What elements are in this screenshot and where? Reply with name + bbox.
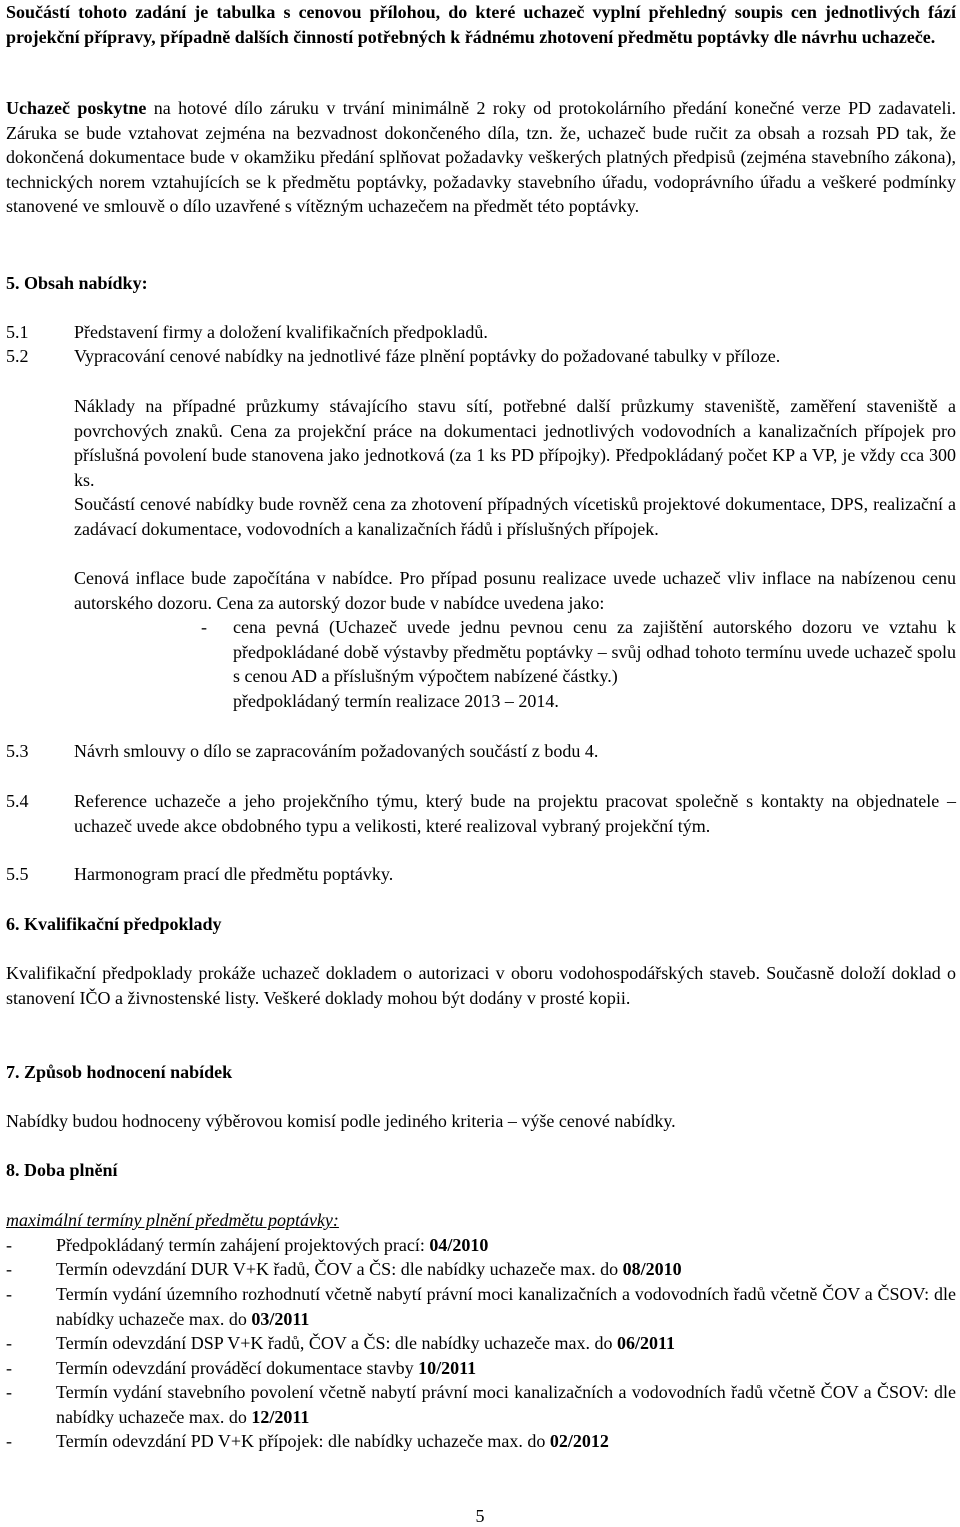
dash-item-text: cena pevná (Uchazeč uvede jednu pevnou cenu za zajištění autorského dozoru ve vztahu k předpokládané době výstavby předmětu poptávky – svůj odhad tohoto termínu uvede uchazeč spolu s cenou AD a příslušným výpočtem nabízené částky.): [233, 617, 956, 686]
deadline-date: 12/2011: [251, 1406, 310, 1427]
deadline-text: [56, 1380, 956, 1429]
section-6-heading: 6. Kvalifikační předpoklady: [6, 914, 222, 934]
item-text: Reference uchazeče a jeho projekčního týmu, který bude na projektu pracovat společně s kontakty na objednatele – uchazeč uvede akce obdobného typu a velikosti, které realizoval vybraný projekční tým.: [74, 791, 956, 836]
dash-bullet: -: [6, 1431, 12, 1451]
deadline-text: [56, 1331, 956, 1356]
dash-bullet: -: [201, 617, 207, 637]
deadline-label: Termín odevzdání DUR V+K řadů, ČOV a ČS: dle nabídky uchazeče max. do: [56, 1259, 623, 1279]
deadline-date: 08/2010: [622, 1259, 682, 1279]
item-number: 5.1: [6, 322, 29, 342]
section-7-text: Nabídky budou hodnoceny výběrovou komisí podle jediného kriteria – výše cenové nabídky.: [6, 1111, 676, 1131]
dash-item-text: předpokládaný termín realizace 2013 – 2014.: [233, 691, 559, 711]
dash-bullet: -: [6, 1333, 12, 1353]
deadline-text: [56, 1429, 956, 1454]
item-number: 5.5: [6, 864, 29, 884]
item-number: 5.3: [6, 741, 29, 761]
deadline-label: Termín odevzdání PD V+K přípojek: dle nabídky uchazeče max. do: [56, 1431, 550, 1451]
deadline-label: Termín odevzdání prováděcí dokumentace stavby: [56, 1358, 419, 1378]
dash-bullet: -: [6, 1284, 12, 1304]
section-5-heading: 5. Obsah nabídky:: [6, 273, 148, 293]
item-text: Návrh smlouvy o dílo se zapracováním požadovaných součástí z bodu 4.: [74, 741, 599, 761]
deadline-label: Předpokládaný termín zahájení projektových prací:: [56, 1235, 430, 1255]
intro-paragraph-2-bold: Uchazeč poskytne: [6, 98, 147, 118]
deadline-text: [56, 1282, 956, 1331]
dash-bullet: -: [6, 1382, 12, 1402]
intro-paragraph-2: [6, 96, 956, 219]
deadline-label: Termín vydání stavebního povolení včetně nabytí právní moci kanalizačních a vodovodních řadů včetně ČOV a ČSOV: dle nabídky uchazeče max. do: [56, 1382, 956, 1427]
deadline-text: [56, 1257, 956, 1282]
section-6-text: Kvalifikační předpoklady prokáže uchazeč dokladem o autorizaci v oboru vodohospodářských staveb. Současně doloží doklad o stanovení IČO a živnostenské listy. Veškeré doklady mohou být dodány v prosté kopii.: [6, 963, 956, 1008]
item-text: Představení firmy a doložení kvalifikačních předpokladů.: [74, 322, 488, 342]
deadline-date: 03/2011: [251, 1308, 310, 1329]
deadline-date: 04/2010: [429, 1235, 489, 1255]
deadline-date: 02/2012: [549, 1431, 609, 1451]
deadline-label: Termín vydání územního rozhodnutí včetně nabytí právní moci kanalizačních a vodovodních řadů včetně ČOV a ČSOV: dle nabídky uchazeče max. do: [56, 1284, 956, 1329]
deadline-text: [56, 1233, 956, 1258]
item-number: 5.2: [6, 346, 29, 366]
deadline-date: 06/2011: [616, 1333, 675, 1353]
dash-bullet: -: [6, 1358, 12, 1378]
section-5-paragraph-a: Náklady na případné průzkumy stávajícího stavu sítí, potřebné další průzkumy staveniště, zaměření staveniště a povrchových znaků. Cena za projekční práce na dokumentaci jednotlivých vodovodních a kanalizačních přípojek pro příslušná povolení bude stanovena jako jednotková (za 1 ks PD přípojky). Předpokládaný počet KP a VP, je vždy cca 300 ks.: [74, 396, 956, 490]
intro-paragraph-2-text: na hotové dílo záruku v trvání minimálně 2 roky od protokolárního předání konečné verze PD zadavateli. Záruka se bude vztahovat zejména na bezvadnost dokončeného díla, tzn. že, uchazeč bude ručit za obsah a rozsah PD tak, že dokončená dokumentace bude v okamžiku předání splňovat požadavky veškerých platných předpisů (zejména stavebního zákona), technických norem vztahujících se k předmětu poptávky, požadavky stavebního úřadu, vodoprávního úřadu a veškeré podmínky stanovené ve smlouvě o dílo uzavřené s vítězným uchazečem na předmět této poptávky.: [6, 98, 956, 216]
page-number: 5: [475, 1506, 485, 1526]
dash-bullet: -: [6, 1259, 12, 1279]
intro-paragraph-1: Součástí tohoto zadání je tabulka s cenovou přílohou, do které uchazeč vyplní přehledný soupis cen jednotlivých fází projekční přípravy, případně dalších činností potřebných k řádnému zhotovení předmětu poptávky dle návrhu uchazeče.: [6, 2, 956, 47]
deadline-date: 10/2011: [418, 1358, 477, 1378]
dash-bullet: -: [6, 1235, 12, 1255]
deadline-text: [56, 1356, 956, 1381]
deadline-label: Termín odevzdání DSP V+K řadů, ČOV a ČS: dle nabídky uchazeče max. do: [56, 1333, 617, 1353]
section-8-heading: 8. Doba plnění: [6, 1160, 118, 1180]
section-7-heading: 7. Způsob hodnocení nabídek: [6, 1062, 233, 1082]
item-text: Vypracování cenové nabídky na jednotlivé fáze plnění poptávky do požadované tabulky v příloze.: [74, 346, 781, 366]
section-5-paragraph-c: Cenová inflace bude započítána v nabídce. Pro případ posunu realizace uvede uchazeč vliv inflace na nabízenou cenu autorského dozoru. Cena za autorský dozor bude v nabídce uvedena jako:: [74, 568, 956, 613]
section-5-paragraph-b: Součástí cenové nabídky bude rovněž cena za zhotovení případných vícetisků projektové dokumentace, DPS, realizační a zadávací dokumentace, vodovodních a kanalizačních řádů i příslušných přípojek.: [74, 494, 956, 539]
item-text: Harmonogram prací dle předmětu poptávky.: [74, 864, 394, 884]
section-8-subheading: maximální termíny plnění předmětu poptávky:: [6, 1210, 339, 1230]
item-number: 5.4: [6, 791, 29, 811]
